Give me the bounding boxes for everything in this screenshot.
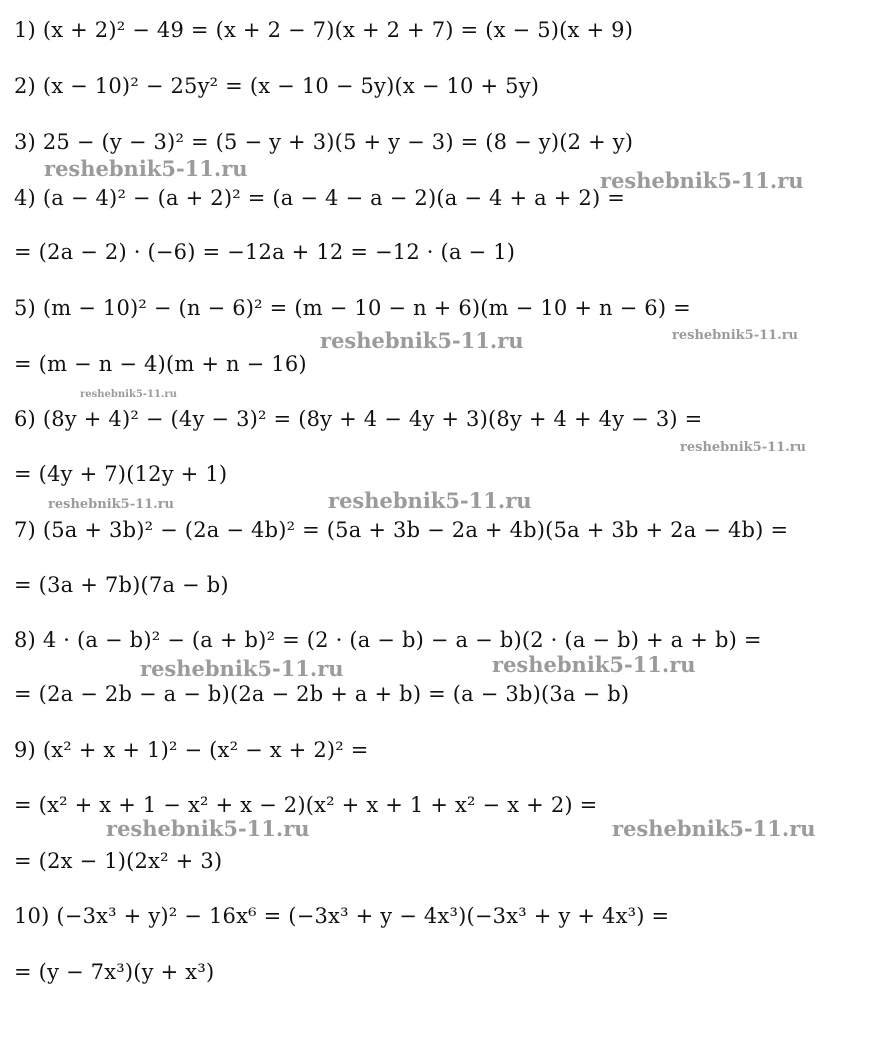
equation-line-9-result: = (2x − 1)(2x² + 3): [14, 849, 223, 873]
equation-line-8-cont: = (2a − 2b − a − b)(2a − 2b + a + b) = (a − 3b)(3a − b): [14, 682, 630, 706]
equation-line-6: 6) (8y + 4)² − (4y − 3)² = (8y + 4 − 4y + 3)(8y + 4 + 4y − 3) =: [14, 407, 703, 431]
equation-line-7-cont: = (3a + 7b)(7a − b): [14, 573, 229, 597]
equation-line-7: 7) (5a + 3b)² − (2a − 4b)² = (5a + 3b − 2a + 4b)(5a + 3b + 2a − 4b) =: [14, 518, 789, 542]
watermark-text: reshebnik5-11.ru: [48, 497, 175, 512]
equation-line-10: 10) (−3x³ + y)² − 16x⁶ = (−3x³ + y − 4x³)(−3x³ + y + 4x³) =: [14, 904, 670, 928]
equation-line-10-cont: = (y − 7x³)(y + x³): [14, 960, 215, 984]
equation-line-2: 2) (x − 10)² − 25y² = (x − 10 − 5y)(x − 10 + 5y): [14, 74, 540, 98]
equation-line-6-cont: = (4y + 7)(12y + 1): [14, 462, 228, 486]
equation-line-3: 3) 25 − (y − 3)² = (5 − y + 3)(5 + y − 3) = (8 − y)(2 + y): [14, 130, 634, 154]
equation-line-4: 4) (a − 4)² − (a + 2)² = (a − 4 − a − 2)(a − 4 + a + 2) =: [14, 186, 626, 210]
equation-line-5-cont: = (m − n − 4)(m + n − 16): [14, 352, 307, 376]
watermark-text: reshebnik5-11.ru: [328, 488, 532, 513]
equation-line-4-cont: = (2a − 2) · (−6) = −12a + 12 = −12 · (a − 1): [14, 240, 516, 264]
watermark-text: reshebnik5-11.ru: [44, 156, 248, 181]
equation-line-9-cont: = (x² + x + 1 − x² + x − 2)(x² + x + 1 + x² − x + 2) =: [14, 793, 598, 817]
watermark-text: reshebnik5-11.ru: [492, 652, 696, 677]
watermark-text: reshebnik5-11.ru: [106, 816, 310, 841]
watermark-text: reshebnik5-11.ru: [680, 440, 807, 455]
watermark-text: reshebnik5-11.ru: [320, 328, 524, 353]
watermark-text: reshebnik5-11.ru: [612, 816, 816, 841]
equation-line-5: 5) (m − 10)² − (n − 6)² = (m − 10 − n + 6)(m − 10 + n − 6) =: [14, 296, 691, 320]
equation-line-1: 1) (x + 2)² − 49 = (x + 2 − 7)(x + 2 + 7) = (x − 5)(x + 9): [14, 18, 634, 42]
equation-line-8: 8) 4 · (a − b)² − (a + b)² = (2 · (a − b) − a − b)(2 · (a − b) + a + b) =: [14, 628, 762, 652]
watermark-text: reshebnik5-11.ru: [672, 328, 799, 343]
equation-line-9: 9) (x² + x + 1)² − (x² − x + 2)² =: [14, 738, 369, 762]
watermark-text: reshebnik5-11.ru: [140, 656, 344, 681]
watermark-text: reshebnik5-11.ru: [80, 389, 177, 400]
watermark-text: reshebnik5-11.ru: [600, 168, 804, 193]
